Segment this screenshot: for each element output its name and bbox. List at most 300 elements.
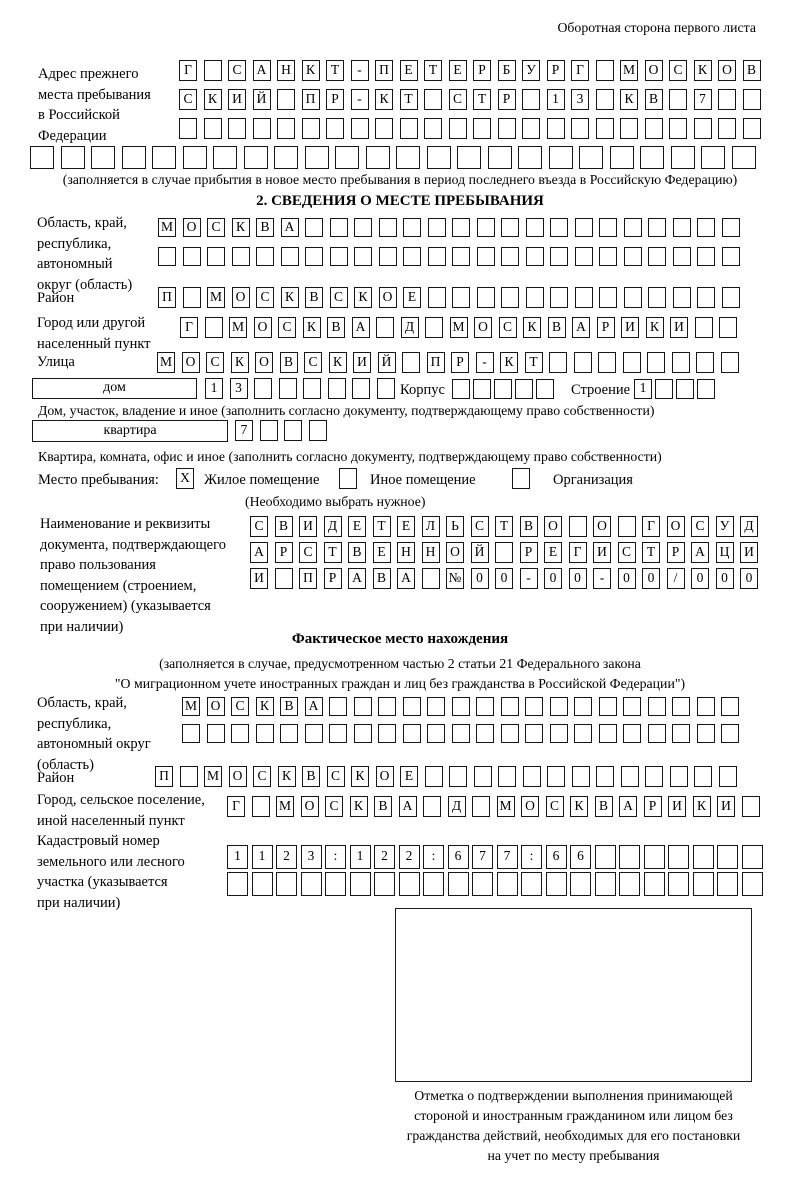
char-cell[interactable] [305, 724, 323, 743]
char-cell[interactable] [377, 378, 395, 399]
char-cell[interactable] [305, 218, 323, 237]
char-cell[interactable]: Р [275, 542, 293, 563]
char-cell[interactable] [655, 379, 673, 399]
char-cell[interactable] [158, 247, 176, 266]
char-cell[interactable] [743, 118, 761, 139]
char-cell[interactable] [205, 317, 223, 338]
char-cell[interactable]: А [352, 317, 370, 338]
char-cell[interactable]: А [305, 697, 323, 716]
stay-type-checkbox-residential[interactable] [176, 468, 201, 489]
char-cell[interactable]: С [618, 542, 636, 563]
char-cell[interactable] [501, 247, 519, 266]
char-cell[interactable]: 7 [235, 420, 253, 441]
char-cell[interactable] [523, 766, 541, 787]
char-cell[interactable]: М [158, 218, 176, 237]
char-cell[interactable]: О [207, 697, 225, 716]
char-cell[interactable] [424, 118, 442, 139]
char-cell[interactable] [721, 352, 739, 373]
char-cell[interactable] [422, 568, 440, 589]
char-cell[interactable] [457, 146, 481, 169]
char-cell[interactable] [596, 118, 614, 139]
char-cell[interactable]: В [595, 796, 613, 817]
char-cell[interactable]: И [621, 317, 639, 338]
char-cell[interactable] [274, 146, 298, 169]
char-cell[interactable]: К [302, 60, 320, 81]
char-cell[interactable] [575, 218, 593, 237]
char-cell[interactable] [697, 724, 715, 743]
char-cell[interactable]: Б [498, 60, 516, 81]
char-cell[interactable]: Т [525, 352, 543, 373]
char-cell[interactable]: О [446, 542, 464, 563]
actual-city-row[interactable] [227, 796, 766, 817]
char-cell[interactable] [648, 697, 666, 716]
stay-type-checkbox-organization[interactable] [512, 468, 537, 489]
char-cell[interactable]: Р [473, 60, 491, 81]
char-cell[interactable]: К [204, 89, 222, 110]
char-cell[interactable] [526, 287, 544, 308]
char-cell[interactable]: С [499, 317, 517, 338]
char-cell[interactable] [673, 218, 691, 237]
char-cell[interactable] [339, 468, 357, 489]
actual-region-row-2[interactable] [182, 724, 746, 743]
district-row[interactable] [158, 287, 746, 308]
char-cell[interactable] [550, 697, 568, 716]
char-cell[interactable] [624, 287, 642, 308]
char-cell[interactable] [428, 287, 446, 308]
char-cell[interactable] [423, 796, 441, 817]
char-cell[interactable] [30, 146, 54, 169]
char-cell[interactable]: М [204, 766, 222, 787]
char-cell[interactable]: О [645, 60, 663, 81]
char-cell[interactable] [425, 317, 443, 338]
char-cell[interactable]: К [375, 89, 393, 110]
char-cell[interactable] [501, 697, 519, 716]
char-cell[interactable]: № [446, 568, 464, 589]
char-cell[interactable] [256, 247, 274, 266]
char-cell[interactable] [575, 287, 593, 308]
char-cell[interactable] [183, 287, 201, 308]
char-cell[interactable]: О [255, 352, 273, 373]
char-cell[interactable]: У [522, 60, 540, 81]
char-cell[interactable] [526, 218, 544, 237]
char-cell[interactable]: В [548, 317, 566, 338]
char-cell[interactable] [645, 118, 663, 139]
char-cell[interactable]: Г [227, 796, 245, 817]
char-cell[interactable]: К [646, 317, 664, 338]
char-cell[interactable] [61, 146, 85, 169]
char-cell[interactable] [572, 766, 590, 787]
char-cell[interactable]: О [667, 516, 685, 537]
char-cell[interactable] [671, 146, 695, 169]
char-cell[interactable] [694, 766, 712, 787]
char-cell[interactable]: О [182, 352, 200, 373]
char-cell[interactable]: К [329, 352, 347, 373]
prev-address-row-2[interactable] [179, 89, 767, 110]
char-cell[interactable] [244, 146, 268, 169]
char-cell[interactable]: Г [642, 516, 660, 537]
char-cell[interactable]: П [427, 352, 445, 373]
char-cell[interactable]: 1 [634, 379, 652, 399]
char-cell[interactable] [515, 379, 533, 399]
char-cell[interactable]: 7 [472, 845, 493, 869]
char-cell[interactable]: Ь [446, 516, 464, 537]
char-cell[interactable] [227, 872, 248, 896]
char-cell[interactable]: И [299, 516, 317, 537]
char-cell[interactable] [623, 697, 641, 716]
document-row-1[interactable] [250, 516, 765, 537]
char-cell[interactable]: Т [400, 89, 418, 110]
char-cell[interactable]: Й [471, 542, 489, 563]
char-cell[interactable] [252, 796, 270, 817]
actual-region-row-1[interactable] [182, 697, 746, 716]
char-cell[interactable] [378, 724, 396, 743]
char-cell[interactable] [326, 118, 344, 139]
char-cell[interactable] [354, 724, 372, 743]
char-cell[interactable]: 3 [571, 89, 589, 110]
char-cell[interactable] [428, 247, 446, 266]
char-cell[interactable]: Е [400, 766, 418, 787]
char-cell[interactable]: К [693, 796, 711, 817]
char-cell[interactable] [231, 724, 249, 743]
char-cell[interactable] [574, 352, 592, 373]
char-cell[interactable] [281, 247, 299, 266]
char-cell[interactable] [673, 247, 691, 266]
char-cell[interactable]: С [206, 352, 224, 373]
char-cell[interactable] [717, 845, 738, 869]
char-cell[interactable] [501, 724, 519, 743]
char-cell[interactable] [672, 697, 690, 716]
char-cell[interactable] [719, 317, 737, 338]
char-cell[interactable]: О [232, 287, 250, 308]
char-cell[interactable]: М [157, 352, 175, 373]
char-cell[interactable]: : [521, 845, 542, 869]
char-cell[interactable]: Е [449, 60, 467, 81]
char-cell[interactable] [595, 872, 616, 896]
char-cell[interactable]: 1 [252, 845, 273, 869]
char-cell[interactable] [305, 146, 329, 169]
char-cell[interactable] [402, 352, 420, 373]
char-cell[interactable] [403, 247, 421, 266]
house-number-row[interactable] [205, 378, 401, 399]
char-cell[interactable]: 3 [230, 378, 248, 399]
char-cell[interactable] [403, 218, 421, 237]
char-cell[interactable] [207, 247, 225, 266]
char-cell[interactable]: С [449, 89, 467, 110]
char-cell[interactable] [488, 146, 512, 169]
char-cell[interactable]: 2 [399, 845, 420, 869]
char-cell[interactable] [644, 872, 665, 896]
char-cell[interactable] [428, 218, 446, 237]
char-cell[interactable]: К [232, 218, 250, 237]
char-cell[interactable] [329, 697, 347, 716]
char-cell[interactable]: - [351, 89, 369, 110]
char-cell[interactable]: К [620, 89, 638, 110]
char-cell[interactable] [648, 218, 666, 237]
char-cell[interactable]: 0 [569, 568, 587, 589]
char-cell[interactable] [354, 247, 372, 266]
char-cell[interactable]: А [250, 542, 268, 563]
char-cell[interactable]: П [375, 60, 393, 81]
char-cell[interactable] [721, 697, 739, 716]
char-cell[interactable] [351, 118, 369, 139]
char-cell[interactable]: К [350, 796, 368, 817]
char-cell[interactable]: М [450, 317, 468, 338]
char-cell[interactable] [693, 845, 714, 869]
char-cell[interactable] [452, 697, 470, 716]
char-cell[interactable] [624, 247, 642, 266]
char-cell[interactable]: : [423, 845, 444, 869]
char-cell[interactable] [279, 378, 297, 399]
char-cell[interactable]: М [207, 287, 225, 308]
char-cell[interactable] [575, 247, 593, 266]
char-cell[interactable]: 0 [740, 568, 758, 589]
char-cell[interactable]: А [572, 317, 590, 338]
cadastral-row-1[interactable] [227, 845, 766, 869]
char-cell[interactable]: В [373, 568, 391, 589]
char-cell[interactable] [644, 845, 665, 869]
char-cell[interactable] [599, 247, 617, 266]
char-cell[interactable]: М [276, 796, 294, 817]
char-cell[interactable] [701, 146, 725, 169]
char-cell[interactable] [477, 218, 495, 237]
char-cell[interactable]: В [305, 287, 323, 308]
char-cell[interactable] [328, 378, 346, 399]
char-cell[interactable] [645, 766, 663, 787]
char-cell[interactable]: О [474, 317, 492, 338]
char-cell[interactable]: Т [326, 60, 344, 81]
char-cell[interactable]: Р [451, 352, 469, 373]
char-cell[interactable]: С [278, 317, 296, 338]
char-cell[interactable] [476, 724, 494, 743]
char-cell[interactable] [501, 218, 519, 237]
char-cell[interactable] [619, 872, 640, 896]
char-cell[interactable] [522, 118, 540, 139]
char-cell[interactable]: О [254, 317, 272, 338]
char-cell[interactable]: О [544, 516, 562, 537]
char-cell[interactable]: Т [642, 542, 660, 563]
char-cell[interactable]: Т [495, 516, 513, 537]
char-cell[interactable]: К [523, 317, 541, 338]
char-cell[interactable]: - [476, 352, 494, 373]
char-cell[interactable]: К [278, 766, 296, 787]
char-cell[interactable]: К [256, 697, 274, 716]
char-cell[interactable]: К [570, 796, 588, 817]
char-cell[interactable]: А [691, 542, 709, 563]
char-cell[interactable]: К [281, 287, 299, 308]
char-cell[interactable] [182, 724, 200, 743]
char-cell[interactable]: Е [397, 516, 415, 537]
char-cell[interactable] [379, 218, 397, 237]
char-cell[interactable] [722, 287, 740, 308]
char-cell[interactable]: Н [422, 542, 440, 563]
char-cell[interactable] [91, 146, 115, 169]
char-cell[interactable] [204, 60, 222, 81]
char-cell[interactable] [574, 724, 592, 743]
char-cell[interactable] [647, 352, 665, 373]
char-cell[interactable] [624, 218, 642, 237]
char-cell[interactable] [448, 872, 469, 896]
char-cell[interactable] [449, 766, 467, 787]
char-cell[interactable] [213, 146, 237, 169]
char-cell[interactable]: И [353, 352, 371, 373]
char-cell[interactable] [697, 697, 715, 716]
char-cell[interactable]: Е [544, 542, 562, 563]
char-cell[interactable]: С [325, 796, 343, 817]
char-cell[interactable]: П [299, 568, 317, 589]
char-cell[interactable]: О [521, 796, 539, 817]
char-cell[interactable]: 0 [544, 568, 562, 589]
char-cell[interactable] [742, 872, 763, 896]
char-cell[interactable] [722, 247, 740, 266]
char-cell[interactable] [425, 766, 443, 787]
char-cell[interactable]: В [302, 766, 320, 787]
char-cell[interactable] [452, 724, 470, 743]
char-cell[interactable] [623, 352, 641, 373]
char-cell[interactable]: А [348, 568, 366, 589]
char-cell[interactable]: В [645, 89, 663, 110]
char-cell[interactable]: И [250, 568, 268, 589]
char-cell[interactable] [693, 872, 714, 896]
char-cell[interactable]: В [520, 516, 538, 537]
char-cell[interactable]: О [183, 218, 201, 237]
char-cell[interactable]: 1 [205, 378, 223, 399]
char-cell[interactable] [668, 872, 689, 896]
char-cell[interactable] [366, 146, 390, 169]
char-cell[interactable] [648, 287, 666, 308]
char-cell[interactable]: Р [667, 542, 685, 563]
char-cell[interactable] [672, 352, 690, 373]
char-cell[interactable] [477, 287, 495, 308]
char-cell[interactable] [495, 542, 513, 563]
char-cell[interactable]: К [231, 352, 249, 373]
char-cell[interactable]: С [256, 287, 274, 308]
char-cell[interactable] [640, 146, 664, 169]
prev-address-row-1[interactable] [179, 60, 767, 81]
char-cell[interactable]: О [593, 516, 611, 537]
char-cell[interactable] [694, 118, 712, 139]
char-cell[interactable] [497, 872, 518, 896]
char-cell[interactable] [232, 247, 250, 266]
char-cell[interactable] [376, 317, 394, 338]
char-cell[interactable] [275, 568, 293, 589]
char-cell[interactable]: Л [422, 516, 440, 537]
char-cell[interactable]: П [302, 89, 320, 110]
char-cell[interactable] [427, 146, 451, 169]
char-cell[interactable]: М [620, 60, 638, 81]
char-cell[interactable]: С [304, 352, 322, 373]
char-cell[interactable]: О [376, 766, 394, 787]
region-row-1[interactable] [158, 218, 746, 237]
char-cell[interactable]: Г [571, 60, 589, 81]
char-cell[interactable]: 7 [694, 89, 712, 110]
char-cell[interactable] [571, 118, 589, 139]
char-cell[interactable] [619, 845, 640, 869]
char-cell[interactable]: 7 [497, 845, 518, 869]
char-cell[interactable]: Й [378, 352, 396, 373]
char-cell[interactable]: Т [324, 542, 342, 563]
char-cell[interactable] [330, 247, 348, 266]
char-cell[interactable] [742, 796, 760, 817]
char-cell[interactable]: 6 [570, 845, 591, 869]
char-cell[interactable] [204, 118, 222, 139]
char-cell[interactable]: Т [373, 516, 391, 537]
char-cell[interactable] [599, 218, 617, 237]
char-cell[interactable]: С [179, 89, 197, 110]
char-cell[interactable] [547, 766, 565, 787]
char-cell[interactable] [354, 697, 372, 716]
char-cell[interactable]: Н [397, 542, 415, 563]
char-cell[interactable]: 3 [301, 845, 322, 869]
char-cell[interactable] [718, 118, 736, 139]
stay-type-checkbox-other[interactable] [339, 468, 364, 489]
char-cell[interactable] [277, 89, 295, 110]
city-row[interactable] [180, 317, 744, 338]
char-cell[interactable] [473, 379, 491, 399]
char-cell[interactable] [354, 218, 372, 237]
char-cell[interactable] [253, 118, 271, 139]
stroenie-row[interactable] [634, 379, 718, 399]
char-cell[interactable] [403, 697, 421, 716]
char-cell[interactable] [717, 872, 738, 896]
char-cell[interactable] [574, 697, 592, 716]
char-cell[interactable] [697, 247, 715, 266]
char-cell[interactable]: С [250, 516, 268, 537]
char-cell[interactable] [473, 118, 491, 139]
char-cell[interactable]: В [374, 796, 392, 817]
char-cell[interactable]: Р [326, 89, 344, 110]
char-cell[interactable] [180, 766, 198, 787]
char-cell[interactable]: 6 [546, 845, 567, 869]
char-cell[interactable]: В [256, 218, 274, 237]
char-cell[interactable] [549, 146, 573, 169]
char-cell[interactable] [183, 146, 207, 169]
char-cell[interactable] [472, 872, 493, 896]
char-cell[interactable]: - [520, 568, 538, 589]
char-cell[interactable]: И [717, 796, 735, 817]
char-cell[interactable]: Т [424, 60, 442, 81]
actual-district-row[interactable] [155, 766, 743, 787]
char-cell[interactable] [719, 766, 737, 787]
char-cell[interactable] [352, 378, 370, 399]
char-cell[interactable]: К [694, 60, 712, 81]
char-cell[interactable]: В [280, 697, 298, 716]
char-cell[interactable] [547, 118, 565, 139]
char-cell[interactable]: 0 [495, 568, 513, 589]
char-cell[interactable]: Й [253, 89, 271, 110]
char-cell[interactable]: Е [400, 60, 418, 81]
char-cell[interactable] [599, 287, 617, 308]
char-cell[interactable] [452, 287, 470, 308]
char-cell[interactable]: В [275, 516, 293, 537]
char-cell[interactable]: Р [547, 60, 565, 81]
char-cell[interactable] [668, 845, 689, 869]
char-cell[interactable]: Ц [716, 542, 734, 563]
char-cell[interactable]: С [330, 287, 348, 308]
char-cell[interactable] [472, 796, 490, 817]
char-cell[interactable] [400, 118, 418, 139]
char-cell[interactable] [672, 724, 690, 743]
char-cell[interactable] [697, 379, 715, 399]
char-cell[interactable] [280, 724, 298, 743]
char-cell[interactable] [228, 118, 246, 139]
char-cell[interactable] [599, 697, 617, 716]
char-cell[interactable]: У [716, 516, 734, 537]
char-cell[interactable] [374, 872, 395, 896]
document-row-3[interactable] [250, 568, 765, 589]
char-cell[interactable]: Р [498, 89, 516, 110]
char-cell[interactable] [378, 697, 396, 716]
char-cell[interactable]: С [299, 542, 317, 563]
